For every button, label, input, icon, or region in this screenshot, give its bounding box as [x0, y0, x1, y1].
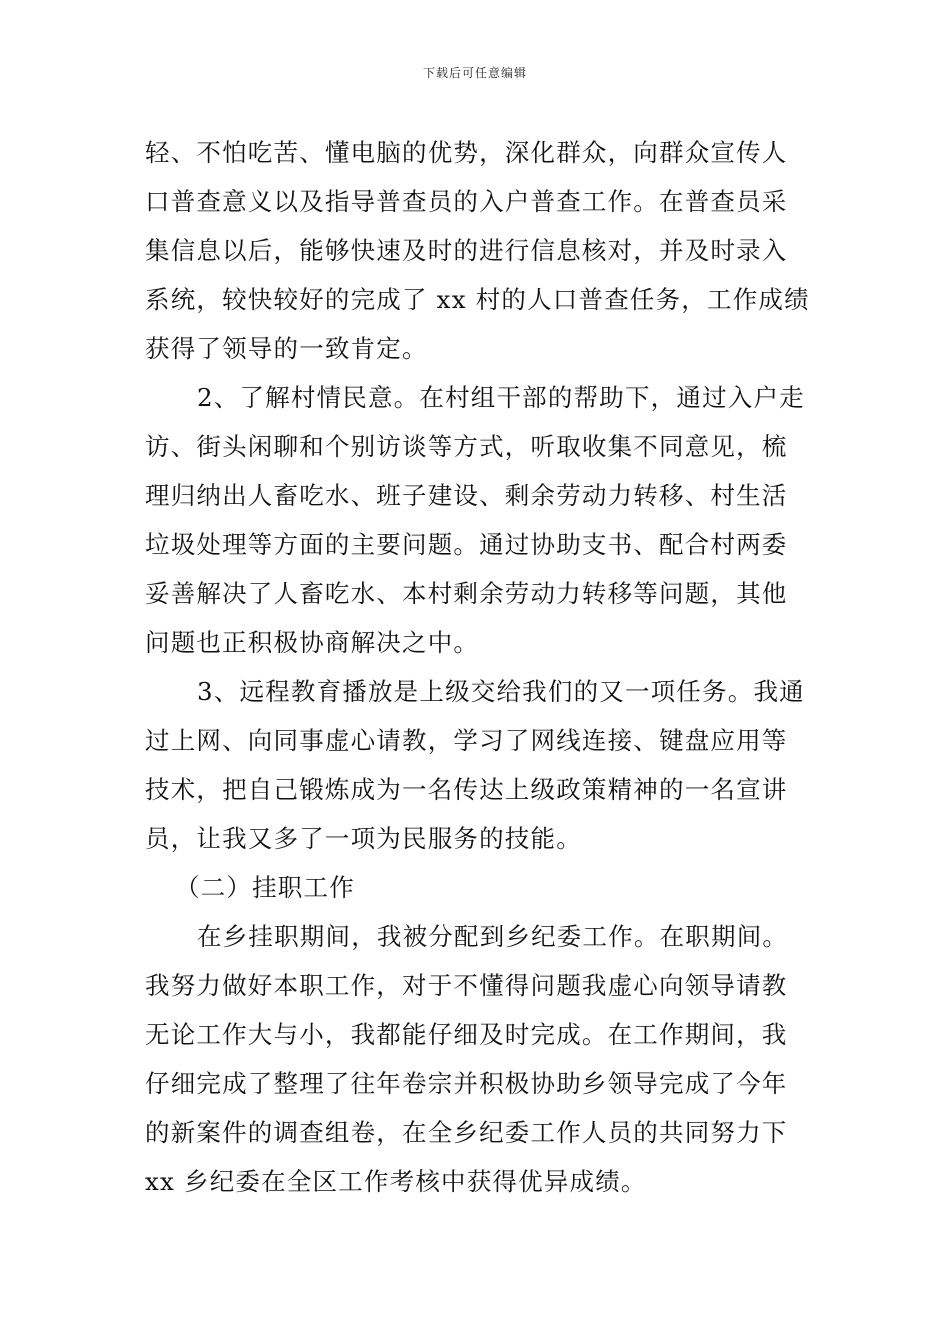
text-line: 轻、不怕吃苦、懂电脑的优势，深化群众，向群众宣传人 [145, 138, 788, 167]
text-line: 系统，较快较好的完成了 xx 村的人口普查任务，工作成绩 [145, 285, 810, 314]
text-line: 垃圾处理等方面的主要问题。通过协助支书、配合村两委 [145, 530, 788, 559]
text-line: 集信息以后，能够快速及时的进行信息核对，并及时录入 [145, 236, 788, 265]
paragraph-start-line: 在乡挂职期间，我被分配到乡纪委工作。在职期间。 [197, 922, 789, 951]
text-line: 妥善解决了人畜吃水、本村剩余劳动力转移等问题，其他 [145, 579, 788, 608]
text-line: 技术，把自己锻炼成为一名传达上级政策精神的一名宣讲 [145, 775, 788, 804]
text-line: 过上网、向同事虚心请教，学习了网线连接、键盘应用等 [145, 726, 788, 755]
text-line: 理归纳出人畜吃水、班子建设、剩余劳动力转移、村生活 [145, 481, 788, 510]
paragraph-start-line: 3、远程教育播放是上级交给我们的又一项任务。我通 [197, 677, 805, 706]
text-line: 的新案件的调查组卷，在全乡纪委工作人员的共同努力下 [145, 1118, 788, 1147]
section-heading: （二）挂职工作 [175, 873, 355, 902]
paragraph-start-line: 2、了解村情民意。在村组干部的帮助下，通过入户走 [197, 383, 805, 412]
text-line: 访、街头闲聊和个别访谈等方式，听取收集不同意见，梳 [145, 432, 788, 461]
page-header: 下载后可任意编辑 [422, 66, 527, 80]
text-line: 仔细完成了整理了往年卷宗并积极协助乡领导完成了今年 [145, 1069, 788, 1098]
text-line: 获得了领导的一致肯定。 [145, 334, 428, 363]
text-line: 无论工作大与小，我都能仔细及时完成。在工作期间，我 [145, 1020, 788, 1049]
text-line: 我努力做好本职工作，对于不懂得问题我虚心向领导请教 [145, 971, 788, 1000]
text-line: 员，让我又多了一项为民服务的技能。 [145, 824, 582, 853]
text-line: 问题也正积极协商解决之中。 [145, 628, 480, 657]
text-line: xx 乡纪委在全区工作考核中获得优异成绩。 [145, 1167, 647, 1196]
document-body [145, 128, 810, 1206]
text-line: 口普查意义以及指导普查员的入户普查工作。在普查员采 [145, 187, 788, 216]
